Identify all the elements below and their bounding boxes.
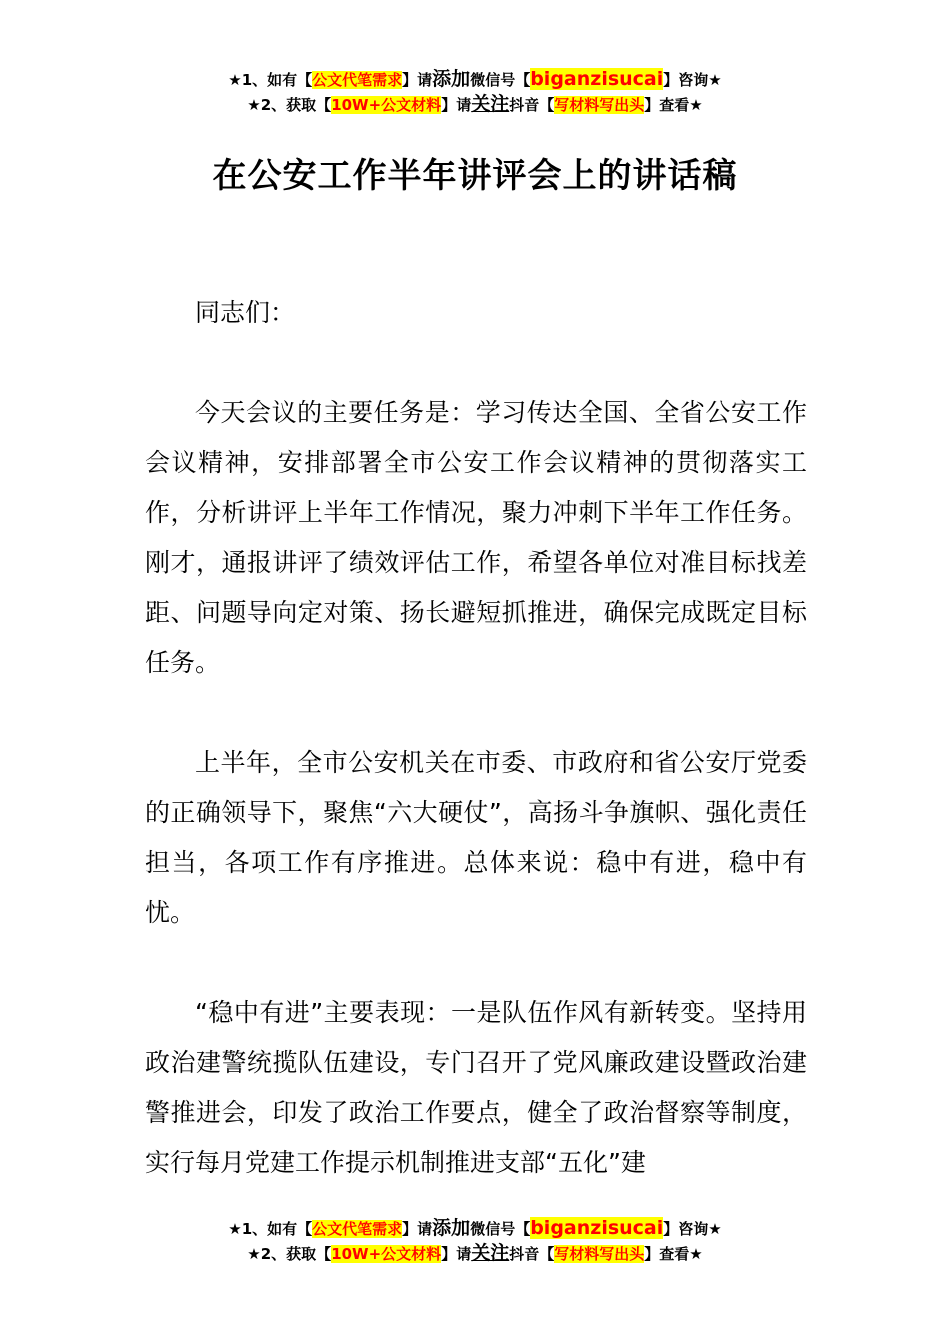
promo-banner-bottom: [0, 1216, 950, 1266]
promo-text: 】请: [441, 96, 472, 114]
promo-text: 微信号【: [470, 1220, 531, 1238]
salutation: 同志们：: [195, 298, 296, 327]
promo-line-1: [0, 1216, 950, 1241]
promo-text: 】请: [402, 71, 433, 89]
promo-emphasis: 添加: [432, 68, 471, 90]
paragraph: 今天会议的主要任务是：学习传达全国、全省公安工作会议精神，安排部署全市公安工作会议精神的贯彻落实工作，分析讲评上半年工作情况，聚力冲刺下半年工作任务。刚才，通报讲评了绩效评估工作，希望各单位对准目标找差距、问题导向定对策、扬长避短抓推进，确保完成既定目标任务。: [145, 398, 807, 677]
promo-wechat-id: biganzisucai: [530, 68, 664, 90]
promo-text: 抖音【: [509, 96, 555, 114]
promo-text: 】咨询★: [663, 1220, 722, 1238]
promo-text: ★2、获取【: [247, 96, 332, 114]
promo-text: 】咨询★: [663, 71, 722, 89]
promo-text: 】查看★: [644, 96, 703, 114]
promo-highlight: 10W+公文材料: [331, 1245, 442, 1263]
promo-line-1: [0, 67, 950, 92]
promo-text: 】查看★: [644, 1245, 703, 1263]
promo-text: 】请: [402, 1220, 433, 1238]
promo-douyin-id: 写材料写出头: [554, 96, 645, 114]
promo-text: 】请: [441, 1245, 472, 1263]
document-body: [145, 288, 807, 1238]
promo-text: 微信号【: [470, 71, 531, 89]
promo-highlight: 10W+公文材料: [331, 96, 442, 114]
promo-text: 抖音【: [509, 1245, 555, 1263]
promo-text: ★1、如有【: [228, 71, 313, 89]
promo-douyin-id: 写材料写出头: [554, 1245, 645, 1263]
promo-emphasis: 关注: [471, 1242, 510, 1264]
promo-highlight: 公文代笔需求: [312, 1220, 403, 1238]
promo-emphasis: 添加: [432, 1217, 471, 1239]
promo-highlight: 公文代笔需求: [312, 71, 403, 89]
promo-line-2: [0, 92, 950, 117]
promo-emphasis: 关注: [471, 93, 510, 115]
promo-line-2: [0, 1241, 950, 1266]
promo-text: ★1、如有【: [228, 1220, 313, 1238]
document-title: 在公安工作半年讲评会上的讲话稿: [212, 156, 738, 196]
promo-text: ★2、获取【: [247, 1245, 332, 1263]
paragraph: “稳中有进”主要表现：一是队伍作风有新转变。坚持用政治建警统揽队伍建设，专门召开了党风廉政建设暨政治建警推进会，印发了政治工作要点，健全了政治督察等制度，实行每月党建工作提示机制推进支部“五化”建: [145, 998, 807, 1177]
promo-banner-top: [0, 67, 950, 117]
paragraph: 上半年，全市公安机关在市委、市政府和省公安厅党委的正确领导下，聚焦“六大硬仗”，高扬斗争旗帜、强化责任担当，各项工作有序推进。总体来说：稳中有进，稳中有忧。: [145, 748, 807, 927]
promo-wechat-id: biganzisucai: [530, 1217, 664, 1239]
